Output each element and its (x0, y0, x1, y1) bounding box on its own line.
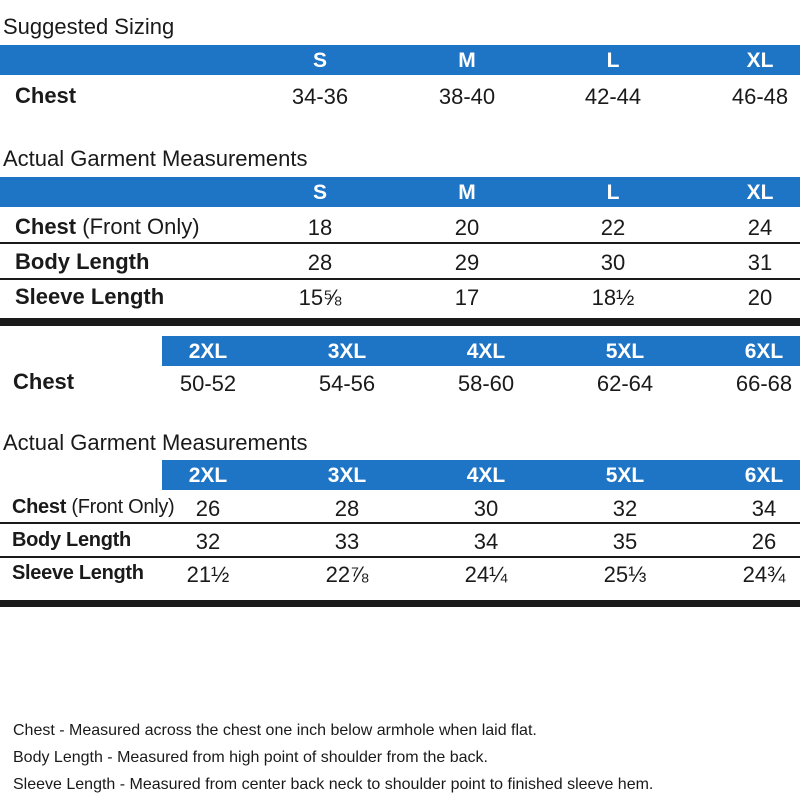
size-header-m: M (458, 49, 476, 72)
row-label-chest (15, 214, 200, 240)
row-label-chest (12, 496, 174, 519)
value-sleeve-length-s: 15⅝ (298, 285, 342, 310)
row-label-chest-text: Chest (15, 214, 77, 239)
value-body-length-4xl: 34 (473, 529, 499, 554)
actual-size-header-band (0, 177, 800, 207)
value-sleeve-length-l: 18½ (591, 285, 635, 310)
row-divider (0, 522, 800, 524)
value-chest-s: 18 (307, 215, 333, 240)
value-chest-xl: 46-48 (731, 84, 789, 109)
value-chest-4xl: 30 (473, 496, 499, 521)
value-chest-m: 38-40 (438, 84, 496, 109)
value-body-length-m: 29 (454, 250, 480, 275)
value-body-length-6xl: 26 (751, 529, 777, 554)
value-sleeve-length-2xl: 21½ (186, 562, 230, 587)
size-header-6xl: 6XL (744, 340, 784, 363)
value-body-length-l: 30 (600, 250, 626, 275)
suggested-size-header-band (0, 45, 800, 75)
row-label-body-length: Body Length (12, 529, 131, 551)
size-header-4xl: 4XL (466, 340, 506, 363)
row-label-body-length: Body Length (15, 249, 150, 274)
value-chest-xl: 24 (747, 215, 773, 240)
value-chest-2xl: 50-52 (179, 371, 237, 396)
value-body-length-5xl: 35 (612, 529, 638, 554)
value-chest-5xl: 32 (612, 496, 638, 521)
section-divider-thick (0, 318, 800, 326)
value-chest-l: 22 (600, 215, 626, 240)
size-header-s: S (312, 181, 327, 204)
row-label-chest: Chest (15, 83, 77, 108)
size-header-l: L (606, 181, 620, 204)
value-chest-m: 20 (454, 215, 480, 240)
value-chest-3xl: 28 (334, 496, 360, 521)
value-chest-6xl: 34 (751, 496, 777, 521)
size-header-xl: XL (746, 181, 774, 204)
value-sleeve-length-xl: 20 (747, 285, 773, 310)
value-chest-5xl: 62-64 (596, 371, 654, 396)
row-label-chest-text: Chest (12, 496, 67, 518)
section-divider-thick (0, 600, 800, 607)
row-label-chest-suffix: (Front Only) (76, 214, 200, 239)
row-divider (0, 242, 800, 244)
size-header-xl: XL (746, 49, 774, 72)
value-chest-4xl: 58-60 (457, 371, 515, 396)
value-sleeve-length-m: 17 (454, 285, 480, 310)
size-header-6xl: 6XL (744, 464, 784, 487)
note-sleeve-length: Sleeve Length - Measured from center back neck to shoulder point to finished sleeve hem. (13, 776, 654, 793)
value-body-length-s: 28 (307, 250, 333, 275)
note-chest: Chest - Measured across the chest one inch below armhole when laid flat. (13, 722, 537, 739)
value-chest-2xl: 26 (195, 496, 221, 521)
row-label-sleeve-length: Sleeve Length (12, 562, 144, 584)
size-header-3xl: 3XL (327, 464, 367, 487)
value-chest-s: 34-36 (291, 84, 349, 109)
size-header-3xl: 3XL (327, 340, 367, 363)
value-body-length-xl: 31 (747, 250, 773, 275)
value-sleeve-length-3xl: 22⅞ (325, 562, 369, 587)
note-body-length: Body Length - Measured from high point of shoulder from the back. (13, 749, 488, 766)
value-chest-l: 42-44 (584, 84, 642, 109)
size-header-2xl: 2XL (188, 340, 228, 363)
value-body-length-3xl: 33 (334, 529, 360, 554)
value-sleeve-length-4xl: 24¼ (464, 562, 508, 587)
plus-actual-measurements-title: Actual Garment Measurements (3, 430, 308, 455)
value-chest-3xl: 54-56 (318, 371, 376, 396)
row-label-chest-suffix: (Front Only) (66, 496, 175, 518)
value-chest-6xl: 66-68 (735, 371, 793, 396)
size-header-5xl: 5XL (605, 340, 645, 363)
size-header-5xl: 5XL (605, 464, 645, 487)
row-label-chest: Chest (13, 369, 75, 394)
size-header-l: L (606, 49, 620, 72)
size-header-4xl: 4XL (466, 464, 506, 487)
row-label-sleeve-length: Sleeve Length (15, 284, 165, 309)
value-sleeve-length-5xl: 25⅓ (603, 562, 647, 587)
size-header-s: S (312, 49, 327, 72)
size-header-2xl: 2XL (188, 464, 228, 487)
value-body-length-2xl: 32 (195, 529, 221, 554)
size-header-m: M (458, 181, 476, 204)
value-sleeve-length-6xl: 24¾ (742, 562, 786, 587)
suggested-sizing-title: Suggested Sizing (3, 14, 175, 39)
actual-measurements-title: Actual Garment Measurements (3, 146, 308, 171)
row-divider (0, 556, 800, 558)
row-divider (0, 278, 800, 280)
